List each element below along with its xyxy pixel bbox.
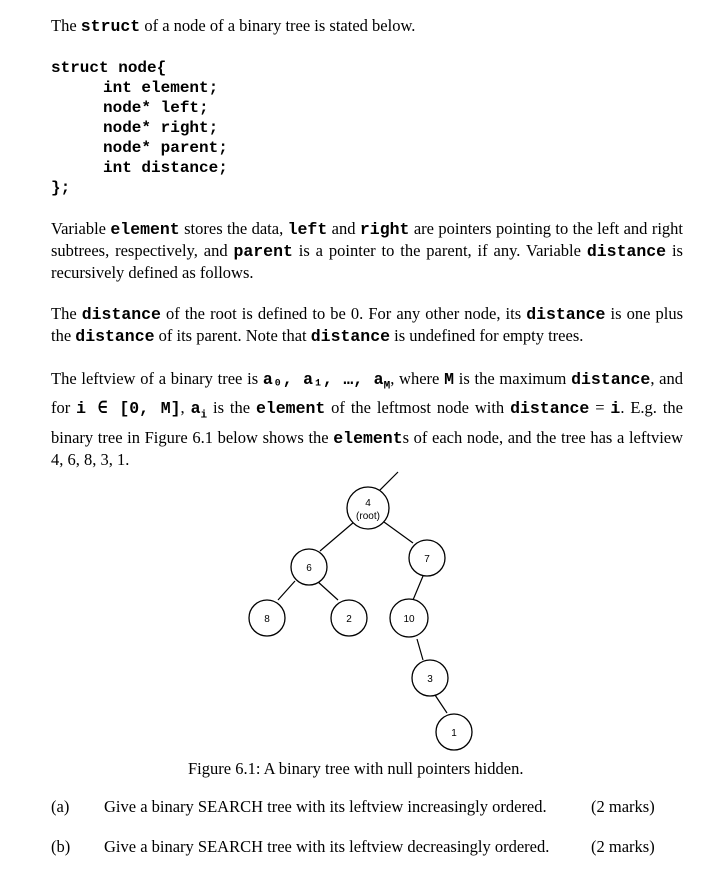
node-label: 3 <box>427 674 433 685</box>
node-sublabel: (root) <box>356 511 380 522</box>
figure-caption: Figure 6.1: A binary tree with null pointers hidden. <box>188 759 524 778</box>
node-label: 6 <box>306 563 312 574</box>
edge <box>413 576 423 600</box>
binary-tree-figure <box>0 470 723 760</box>
code-field: node* right; <box>103 119 219 137</box>
code-field: node* parent; <box>103 139 228 157</box>
paragraph-distance: The distance of the root is defined to be 0. For any other node, its distance is one plus the distance of its parent. Note that distance is undefined for empty trees. <box>51 304 683 346</box>
code-struct-open: struct node{ <box>51 59 167 77</box>
question-marks-b: (2 marks) <box>591 837 655 856</box>
node-label: 10 <box>403 614 415 625</box>
paragraph-leftview: The leftview of a binary tree is a₀, a₁, …, $a_M$, where M is the maximum distance, and for i ∈ [0, M], $a_i$ is the element of the leftmost node with distance = i. E.g. the binary tree in Figure 6.1 below shows the elements of each node, and the tree has a leftview 4, 6, 8, 3, 1. <box>51 369 684 469</box>
question-text-a: Give a binary SEARCH tree with its leftview increasingly ordered. <box>104 797 547 816</box>
keyword-struct: struct <box>80 17 141 36</box>
question-marks-a: (2 marks) <box>591 797 655 816</box>
keyword-parent: parent <box>233 242 293 261</box>
keyword-distance: distance <box>586 242 667 261</box>
code-field: node* left; <box>103 99 209 117</box>
node-label: 7 <box>424 554 430 565</box>
paragraph-variables: Variable element stores the data, left and right are pointers pointing to the left and right subtrees, respectively, and parent is a pointer to the parent, if any. Variable distance is recursively defined as follows. <box>51 219 683 282</box>
edge <box>320 522 354 551</box>
node-label: 8 <box>264 614 270 625</box>
edge <box>417 639 423 660</box>
node-label: 1 <box>451 728 457 739</box>
question-label-a: (a) <box>51 797 70 816</box>
question-label-b: (b) <box>51 837 71 856</box>
edge <box>435 695 447 713</box>
code-field: int distance; <box>103 159 228 177</box>
question-text-b: Give a binary SEARCH tree with its leftview decreasingly ordered. <box>104 837 550 856</box>
edge <box>384 522 413 543</box>
code-field: int element; <box>103 79 219 97</box>
intro-line: The struct of a node of a binary tree is stated below. <box>51 16 416 36</box>
node-label: 2 <box>346 614 352 625</box>
node-label: 4 <box>365 498 371 509</box>
code-struct-close: }; <box>51 179 71 197</box>
keyword-left: left <box>287 220 328 239</box>
keyword-right: right <box>359 220 410 239</box>
keyword-element: element <box>110 220 180 239</box>
edge <box>317 581 338 600</box>
edge <box>278 581 295 600</box>
